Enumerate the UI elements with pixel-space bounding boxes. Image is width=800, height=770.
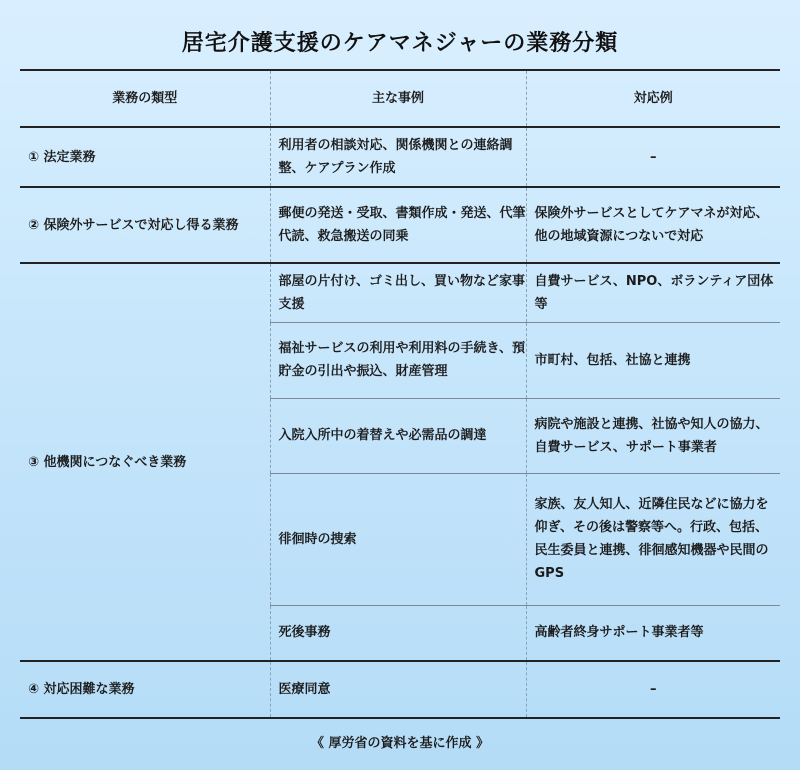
header-response: 対応例 bbox=[633, 91, 673, 106]
table-row bbox=[20, 127, 780, 187]
response-cell: – bbox=[650, 149, 657, 165]
business-classification-table bbox=[20, 69, 780, 719]
table-row bbox=[20, 263, 780, 322]
category-cell: ③ 他機関につなぐべき業務 bbox=[20, 263, 270, 661]
response-cell: 保険外サービスとしてケアマネが対応、他の地域資源につないで対応 bbox=[534, 206, 769, 244]
source-note: 《 厚労省の資料を基に作成 》 bbox=[310, 736, 490, 751]
example-cell: 部屋の片付け、ゴミ出し、買い物など家事支援 bbox=[270, 263, 526, 322]
header-category: 業務の類型 bbox=[20, 70, 270, 127]
table-row bbox=[20, 187, 780, 263]
category-cell: ④ 対応困難な業務 bbox=[20, 661, 270, 718]
table-row bbox=[20, 661, 780, 718]
example-cell: 利用者の相談対応、関係機関との連絡調整、ケアプラン作成 bbox=[270, 127, 526, 187]
category-cell: ① 法定業務 bbox=[20, 127, 270, 187]
example-cell: 郵便の発送・受取、書類作成・発送、代筆代読、救急搬送の同乗 bbox=[270, 187, 526, 263]
category-cell: ② 保険外サービスで対応し得る業務 bbox=[20, 187, 270, 263]
response-cell: 高齢者終身サポート事業者等 bbox=[534, 625, 704, 641]
page-title: 居宅介護支援のケアマネジャーの業務分類 bbox=[181, 31, 619, 56]
header-example: 主な事例 bbox=[270, 70, 526, 127]
example-cell: 入院入所中の着替えや必需品の調達 bbox=[270, 398, 526, 473]
example-cell: 死後事務 bbox=[270, 605, 526, 661]
example-cell: 医療同意 bbox=[270, 661, 526, 718]
table-header-row bbox=[20, 70, 780, 127]
response-cell: 自費サービス、NPO、ボランティア団体等 bbox=[526, 263, 780, 322]
example-cell: 福祉サービスの利用や利用料の手続き、預貯金の引出や振込、財産管理 bbox=[270, 322, 526, 398]
response-cell: – bbox=[650, 682, 657, 697]
response-cell: 家族、友人知人、近隣住民などに協力を仰ぎ、その後は警察等へ。行政、包括、民生委員と連携、徘徊感知機器や民間のGPS bbox=[526, 473, 780, 605]
response-cell: 市町村、包括、社協と連携 bbox=[526, 322, 780, 398]
response-cell: 病院や施設と連携、社協や知人の協力、自費サービス、サポート事業者 bbox=[526, 398, 780, 473]
example-cell: 徘徊時の捜索 bbox=[270, 473, 526, 605]
